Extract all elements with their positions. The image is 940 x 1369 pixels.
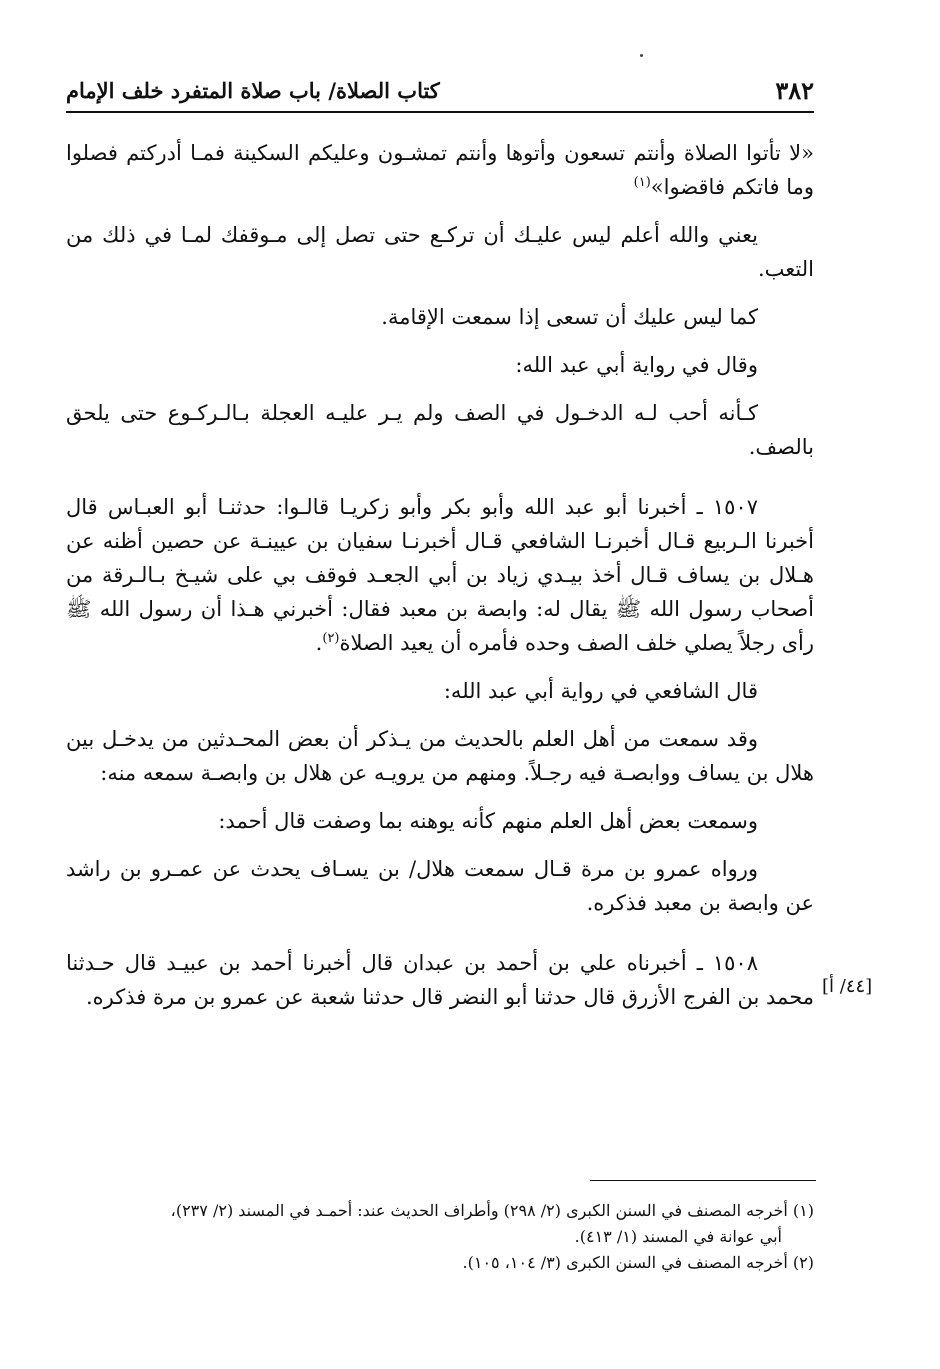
main-text	[66, 136, 814, 1028]
footnote-number: (٢)	[792, 1253, 814, 1272]
paragraph: قال الشافعي في رواية أبي عبد الله:	[443, 679, 758, 703]
paragraph: ورواه عمرو بن مرة قـال سمعت هلال/ بن يسـاف يحدث عن عمـرو بن راشد عن وابصة بن معبد فذكره.	[66, 857, 814, 915]
footnote-continuation: أبي عوانة في المسند (١/ ٤١٣).	[574, 1227, 782, 1246]
footnote-item	[66, 1250, 814, 1276]
footnote-rule	[590, 1180, 816, 1181]
paragraph: وسمعت بعض أهل العلم منهم كأنه يوهنه بما وصفت قال أحمد:	[218, 809, 758, 833]
paragraph-end: .	[315, 631, 323, 655]
footnote-ref: (٢)	[322, 631, 340, 646]
footnote-text: أخرجه المصنف في السنن الكبرى (٢/ ٢٩٨) وأطراف الحديث عند: أحمـد في المسند (٢/ ٢٣٧)،	[170, 1201, 788, 1220]
footnotes	[66, 1198, 814, 1276]
footnote-ref: (١)	[633, 175, 651, 190]
stray-mark	[640, 54, 643, 57]
paragraph-hadith-1508: ١٥٠٨ ـ أخبرناه علي بن أحمد بن عبدان قال أخبرنا أحمد بن عبيـد قال حـدثنا محمد بن الفرج الأزرق قال حدثنا أبو النضر قال حدثنا شعبة عن عمرو بن مرة فذكره.	[66, 951, 814, 1009]
paragraph: يعني والله أعلم ليس عليـك أن تركـع حتى تصل إلى مـوقفك لمـا في ذلك من التعب.	[66, 223, 814, 281]
page-header	[66, 72, 814, 108]
paragraph: وقد سمعت من أهل العلم بالحديث من يـذكر أن بعض المحـدثين من يدخـل بين هلال بن يساف ووابصـة فيه رجـلاً. ومنهم من يرويـه عن هلال بن وابصـة سمعه منه:	[66, 727, 814, 785]
paragraph: وقال في رواية أبي عبد الله:	[515, 353, 758, 377]
paragraph: كـأنه أحب لـه الدخـول في الصف ولم يـر عليـه العجلة بـالـركـوع حتى يلحق بالصف.	[66, 401, 814, 459]
paragraph-text: ١٥٠٧ ـ أخبرنا أبو عبد الله وأبو بكر وأبو زكريـا قالـوا: حدثنـا أبو العبـاس قال أخبرنا الـربيع قـال أخبرنـا الشافعي قـال أخبرنـا سفيان بن عيينـة عن حصين أظنه عن هـلال بن يساف قـال أخذ بيـدي زياد بن أبي الجعـد فوقف بي على شيـخ بـالـرقة من أصحاب رسول الله ﷺ يقال له: وابصة بن معبد فقال: أخبرني هـذا أن رسول الله ﷺ رأى رجلاً يصلي خلف الصف وحده فأمره أن يعيد الصلاة	[66, 495, 814, 655]
paragraph-text: «لا تأتوا الصلاة وأنتم تسعون وأتوها وأنتم تمشـون وعليكم السكينة فمـا أدركتم فصلوا وما فاتكم فاقضوا»	[66, 141, 814, 199]
paragraph-hadith-quote	[66, 136, 814, 204]
footnote-item	[66, 1198, 814, 1250]
paragraph-hadith-1507	[66, 490, 814, 660]
footnote-text: أخرجه المصنف في السنن الكبرى (٣/ ١٠٤، ١٠٥).	[462, 1253, 788, 1272]
footnote-number: (١)	[792, 1201, 814, 1220]
manuscript-folio-note: [٤٤/ أ]	[822, 976, 873, 997]
paragraph: كما ليس عليك أن تسعى إذا سمعت الإقامة.	[381, 305, 758, 329]
header-rule	[66, 111, 814, 113]
running-title: كتاب الصلاة/ باب صلاة المتفرد خلف الإمام	[66, 77, 440, 103]
page-number: ٣٨٢	[775, 75, 814, 105]
